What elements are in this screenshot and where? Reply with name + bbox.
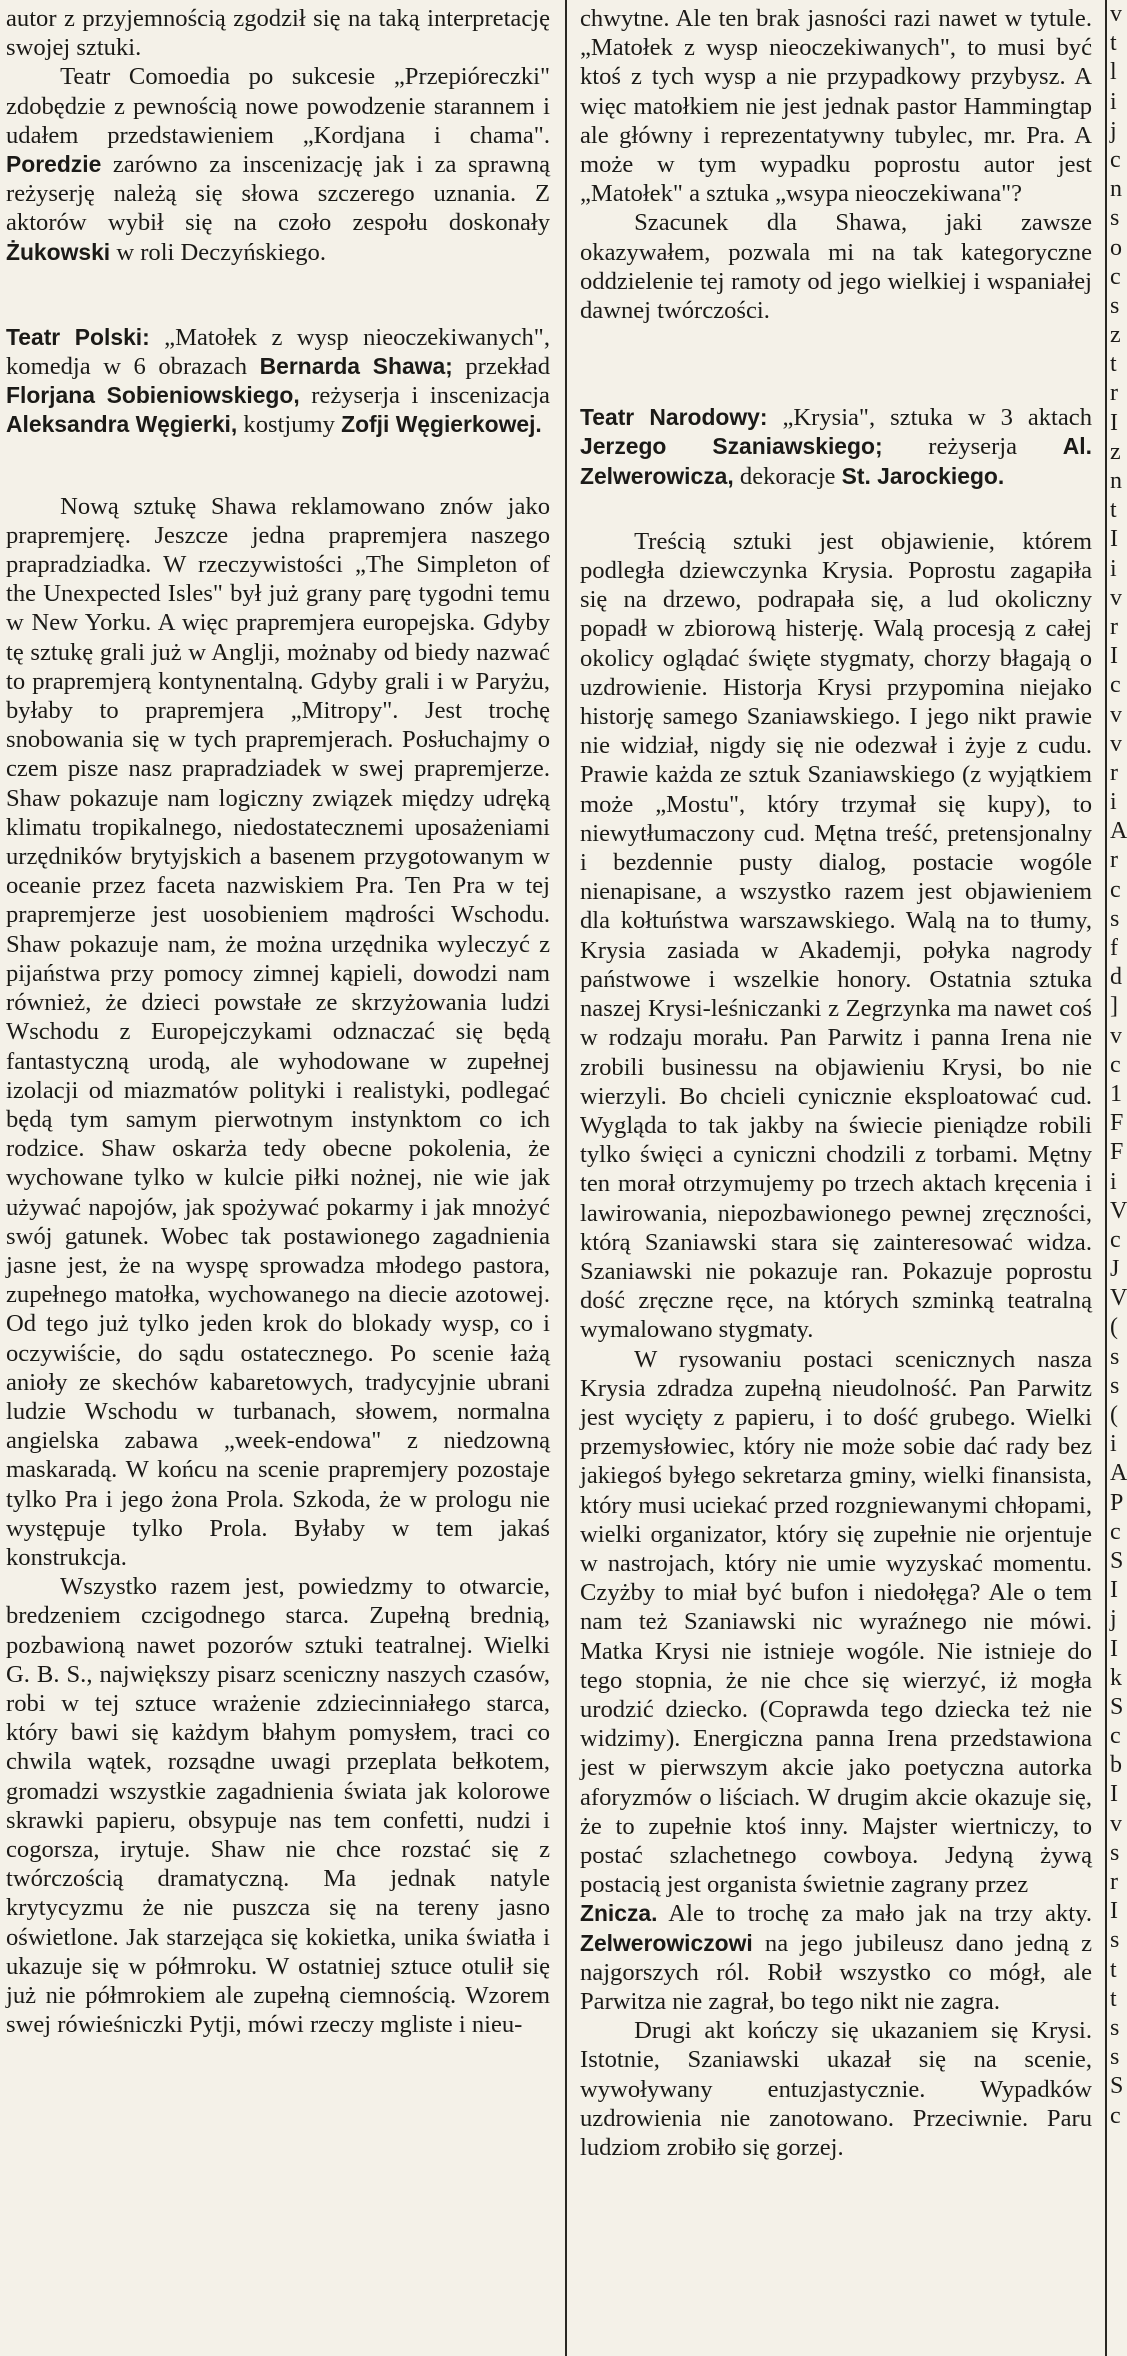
- column-left: [0, 0, 560, 2356]
- cropped-line-fragment: r: [1110, 613, 1118, 640]
- paragraph: Drugi akt kończy się ukazaniem się Krysi. Istotnie, Szaniawski ukazał się na scenie, wywoływany entuzjastycznie. Wypadków uzdrowienia nie zanotowano. Przeciwnie. Paru ludziom zrobiło się gorzej.: [580, 2017, 1092, 2162]
- cropped-line-fragment: s: [1110, 1343, 1120, 1370]
- cropped-line-fragment: (: [1110, 1314, 1118, 1341]
- paragraph-comoedia: Teatr Comoedia po sukcesie „Przepióreczki" zdobędzie z pewnością nowe powodzenie starannem i udałem przedstawieniem „Kordjana i chama". Poredzie zarówno za inscenizację jak i za sprawną reżyserję należą się słowa szczerego uznania. Z aktorów wybił się na czoło zespołu doskonały Żukowski w roli Deczyńskiego.: [6, 63, 550, 266]
- cropped-line-fragment: i: [1110, 789, 1117, 816]
- cropped-line-fragment: I: [1110, 409, 1118, 436]
- cropped-line-fragment: j: [1110, 117, 1117, 144]
- cropped-line-fragment: v: [1110, 1810, 1122, 1837]
- cropped-line-fragment: s: [1110, 292, 1120, 319]
- cropped-line-fragment: c: [1110, 876, 1121, 903]
- cropped-line-fragment: r: [1110, 1869, 1118, 1895]
- paragraph: Treścią sztuki jest objawienie, którem podległa dziewczynka Krysia. Poprostu zagapiła się na drzewo, podrapała się, a lud okoliczny popadł w zbiorową histerję. Walą procesją z całej okolicy oglądać święte stygmaty, chorzy błagają o uzdrowienie. Historja Krysi przypomina niejako historję samego Szaniawskiego. I jego nikt prawie nie widział, nigdy się nie odezwał i żyje z cudu. Prawie każda ze sztuk Szaniawskiego (z wyjątkiem może „Mostu", który trzymał się kupy), to niewytłumaczony cud. Mętna treść, pretensjonalny i bezdennie pusty dialog, postacie wogóle nienapisane, a wszystko razem jest objawieniem dla kołtuństwa warszawskiego. Walą na to tłumy, Krysia zasiada w Akademji, połyka nagrody państwowe i wszelkie honory. Ostatnia sztuka naszej Krysi-leśniczanki z Zegrzynka ma nawet coś w rodzaju morału. Pan Parwitz i panna Irena nie zrobili businessu na objawieniu Krysi, bo nie wierzyli. Bo chcieli cynicznie eksploatować cud. Wygląda to tak jakby na świecie pieniądze robili tylko święci a cyniczni chodzili z torbami. Mętny ten morał otrzymujemy po trzech aktach kręcenia i lawirowania, niepozbawionego pewnej zręczności, którą Szaniawski stara się zainteresować widza. Szaniawski nie pokazuje ran. Pokazuje poprostu dość zręczne ręce, na których szminką teatralną wymalowano stygmaty.: [580, 527, 1092, 1344]
- cropped-line-fragment: V: [1110, 1285, 1127, 1312]
- cropped-line-fragment: s: [1110, 205, 1120, 232]
- cropped-line-fragment: S: [1110, 2073, 1124, 2100]
- cropped-line-fragment: c: [1110, 1518, 1121, 1545]
- cropped-line-fragment: i: [1110, 1431, 1117, 1458]
- column-divider: [565, 0, 567, 2356]
- cropped-line-fragment: I: [1110, 1898, 1118, 1925]
- paragraph: autor z przyjemnością zgodził się na taką interpretację swojej sztuki.: [6, 5, 550, 62]
- paragraph: Znicza. Ale to trochę za mało jak na trzy akty. Zelwerowiczowi na jego jubileusz dano jedną z najgorszych ról. Robił wszystko co mógł, ale Parwitza nie zagrał, bo tego nikt nie zagra.: [580, 1900, 1092, 2015]
- cropped-line-fragment: s: [1110, 905, 1120, 932]
- cropped-line-fragment: A: [1110, 818, 1127, 845]
- cropped-line-fragment: 1: [1110, 1080, 1122, 1107]
- review-heading-teatr-polski: Teatr Polski: „Matołek z wysp nieoczekiwanych", komedja w 6 obrazach Bernarda Shawa; przekład Florjana Sobieniowskiego, reżyserja i inscenizacja Aleksandra Węgierki, kostjumy Zofji Węgierkowej.: [6, 323, 551, 439]
- cropped-line-fragment: n: [1110, 468, 1122, 494]
- cropped-line-fragment: z: [1110, 438, 1121, 465]
- cropped-line-fragment: t: [1110, 1956, 1117, 1983]
- column-divider: [1105, 0, 1107, 2356]
- cropped-line-fragment: c: [1110, 146, 1121, 173]
- cropped-line-fragment: V: [1110, 1197, 1127, 1224]
- cropped-line-fragment: c: [1110, 263, 1121, 290]
- cropped-line-fragment: o: [1110, 234, 1122, 261]
- cropped-line-fragment: t: [1110, 351, 1117, 378]
- cropped-line-fragment: ]: [1110, 993, 1118, 1020]
- cropped-line-fragment: c: [1110, 1051, 1121, 1078]
- cropped-line-fragment: b: [1110, 1752, 1122, 1779]
- cropped-line-fragment: t: [1110, 497, 1117, 524]
- cropped-line-fragment: v: [1110, 1, 1122, 27]
- paragraph: Nową sztukę Shawa reklamowano znów jako prapremjerę. Jeszcze jedna prapremjera naszego prapradziadka. W rzeczywistości „The Simpleton of the Unexpected Isles" był już grany parę tygodni temu w New Yorku. A więc prapremjera europejska. Gdyby tę sztukę grali już w Anglji, możnaby od biedy nazwać to prapremjerą kontynentalną. Gdyby grali i w Paryżu, byłaby to prapremjera „Mitropy". Jest trochę snobowania się w tych prapremjerach. Posłuchajmy o czem pisze nasz prapradziadek w swej prapremjerze. Shaw pokazuje nam logiczny związek między udręką klimatu tropikalnego, niedostatecznemi uposażeniami urzędników brytyjskich a basenem przygotowanym w oceanie przez faceta nazwiskiem Pra. Ten Pra w tej prapremjerze jest uosobieniem mądrości Wschodu. Shaw pokazuje nam, że można urzędnika wyleczyć z pijaństwa przy pomocy zimnej kąpieli, dowodzi nam również, że dzieci powstałe ze skrzyżowania ludzi Wschodu z Europejczykami odznaczać się będą fantastyczną urodą, ale wyhodowane w zupełnej izolacji od miazmatów polityki i realistyki, podlegać będą tym samym pierwotnym instynktom co ich rodzice. Shaw oskarża tedy obecne pokolenia, że wychowane tylko w kulcie piłki nożnej, nie wie jak używać napojów, jak spożywać pokarmy i jak mnożyć swój gatunek. Wobec tak postawionego zagadnienia jasne jest, że na wyspę sprowadza młodego pastora, zupełnego matołka, wychowanego na diecie azotowej. Od tego już tylko jeden krok do blokady wysp, co i oczywiście, do sądu ostatecznego. Po scenie łażą anioły ze skechów kabaretowych, tradycyjnie ubrani ludzie Wschodu w turbanach, słowem, normalna angielska zabawa „week-endowa" z niedzowną maskaradą. W końcu na scenie prapremjery pozostaje tylko Pra i jego żona Prola. Szkoda, że w prologu nie występuje tylko Prola. Byłaby w tem jakaś konstrukcja.: [6, 492, 550, 1571]
- paragraph: Szacunek dla Shawa, jaki zawsze okazywałem, pozwala mi na tak kategoryczne oddzielenie tej ramoty od jego wielkiej i wspaniałej dawnej twórczości.: [580, 209, 1092, 325]
- cropped-line-fragment: t: [1110, 30, 1117, 57]
- cropped-line-fragment: J: [1110, 1256, 1120, 1283]
- cropped-line-fragment: s: [1110, 2014, 1120, 2041]
- cropped-line-fragment: r: [1110, 847, 1118, 874]
- cropped-line-fragment: k: [1110, 1664, 1122, 1691]
- paragraph: W rysowaniu postaci scenicznych nasza Krysia zdradza zupełną nieudolność. Pan Parwitz jest wycięty z papieru, i to dość grubego. Wielki przemysłowiec, który nie może sobie dać rady bez jakiegoś byłego sekretarza gminy, wielki finansista, który musi uciekać przed rozgniewanymi chłopami, wielki organizator, który się zupełnie nie orjentuje w nastrojach, który nie umie wyzyskać momentu. Czyżby to miał być bufon i niedołęga? Ale o tem nam też Szaniawski nic wyraźnego nie mówi. Matka Krysi nie istnieje wogóle. Nie istnieje do tego stopnia, że nie chce się wierzyć, iż mogła urodzić dziecko. (Coprawda tego dziecka też nie widzimy). Energiczna panna Irena przedstawiona jest w pierwszym akcie jako poetyczna autorka aforyzmów o liściach. W drugim akcie okazuje się, że to zupełnie ktoś inny. Majster wiertniczy, to postać szlachetnego cowboya. Jedyną żywą postacią jest organista świetnie zagrany przez: [580, 1345, 1092, 1899]
- cropped-line-fragment: l: [1110, 59, 1117, 86]
- cropped-line-fragment: I: [1110, 1635, 1118, 1662]
- cropped-line-fragment: n: [1110, 176, 1122, 203]
- paragraph: Wszystko razem jest, powiedzmy to otwarcie, bredzeniem czcigodnego starca. Zupełną brednią, pozbawioną nawet pozorów sztuki teatralnej. Wielki G. B. S., największy pisarz sceniczny naszych czasów, robi w tej sztuce wrażenie zdziecinniałego starca, który bawi się każdym błahym pomysłem, traci co chwila wątek, rozsądne uwagi przeplata bełkotem, gromadzi wszystkie zagadnienia świata jak kolorowe skrawki papieru, obsypuje nas tem confetti, nudzi i cogorsza, irytuje. Shaw nie chce rozstać się z twórczością dramatyczną. Ma jednak natyle krytycyzmu że nie puszcza się na tereny jasno oświetlone. Jak starzejąca się kokietka, unika światła i ukazuje się w półmroku. W ostatniej sztuce otulił się już nie półmrokiem ale zupełną ciemnością. Wzorem swej rówieśniczki Pytji, mówi rzeczy mgliste i nieu-: [6, 1573, 550, 2039]
- paragraph: chwytne. Ale ten brak jasności razi nawet w tytule. „Matołek z wysp nieoczekiwanych", to musi być ktoś z tych wysp a nie przypadkowy przybysz. A więc matołkiem nie jest jednak pastor Hammingtap ale główny i reprezentatywny tubylec, mr. Pra. A może w tym wypadku poprostu autor jest „Matołek" a sztuka „wsypa nieoczekiwana"?: [580, 5, 1092, 208]
- cropped-line-fragment: (: [1110, 1402, 1118, 1428]
- cropped-line-fragment: t: [1110, 1985, 1117, 2012]
- cropped-line-fragment: I: [1110, 643, 1118, 670]
- cropped-line-fragment: j: [1110, 1606, 1117, 1633]
- cropped-line-fragment: r: [1110, 759, 1118, 786]
- cropped-line-fragment: c: [1110, 2102, 1121, 2129]
- column-middle: [572, 0, 1100, 2356]
- cropped-line-fragment: I: [1110, 1577, 1118, 1604]
- cropped-line-fragment: v: [1110, 584, 1122, 611]
- review-heading-teatr-narodowy: Teatr Narodowy: „Krysia", sztuka w 3 aktach Jerzego Szaniawskiego; reżyserja Al. Zelwerowicza, dekoracje St. Jarockiego.: [580, 404, 1093, 490]
- cropped-line-fragment: I: [1110, 1781, 1118, 1808]
- cropped-line-fragment: s: [1110, 1839, 1120, 1866]
- cropped-line-fragment: S: [1110, 1547, 1124, 1574]
- cropped-line-fragment: A: [1110, 1460, 1127, 1487]
- cropped-line-fragment: s: [1110, 2044, 1120, 2071]
- cropped-line-fragment: s: [1110, 1372, 1120, 1399]
- cropped-line-fragment: S: [1110, 1693, 1124, 1720]
- cropped-line-fragment: F: [1110, 1110, 1124, 1137]
- cropped-line-fragment: P: [1110, 1489, 1124, 1516]
- cropped-line-fragment: c: [1110, 1226, 1121, 1253]
- column-right-cropped: [1110, 0, 1127, 2356]
- cropped-line-fragment: s: [1110, 1927, 1120, 1954]
- cropped-line-fragment: v: [1110, 701, 1122, 728]
- cropped-line-fragment: z: [1110, 322, 1121, 349]
- cropped-line-fragment: f: [1110, 935, 1118, 961]
- cropped-line-fragment: i: [1110, 88, 1117, 115]
- cropped-line-fragment: c: [1110, 672, 1121, 699]
- cropped-line-fragment: i: [1110, 555, 1117, 582]
- cropped-line-fragment: c: [1110, 1723, 1121, 1750]
- cropped-line-fragment: d: [1110, 964, 1122, 991]
- cropped-line-fragment: v: [1110, 1022, 1122, 1049]
- cropped-line-fragment: F: [1110, 1139, 1124, 1166]
- cropped-line-fragment: r: [1110, 380, 1118, 407]
- cropped-line-fragment: v: [1110, 730, 1122, 757]
- cropped-line-fragment: I: [1110, 526, 1118, 553]
- cropped-line-fragment: i: [1110, 1168, 1117, 1195]
